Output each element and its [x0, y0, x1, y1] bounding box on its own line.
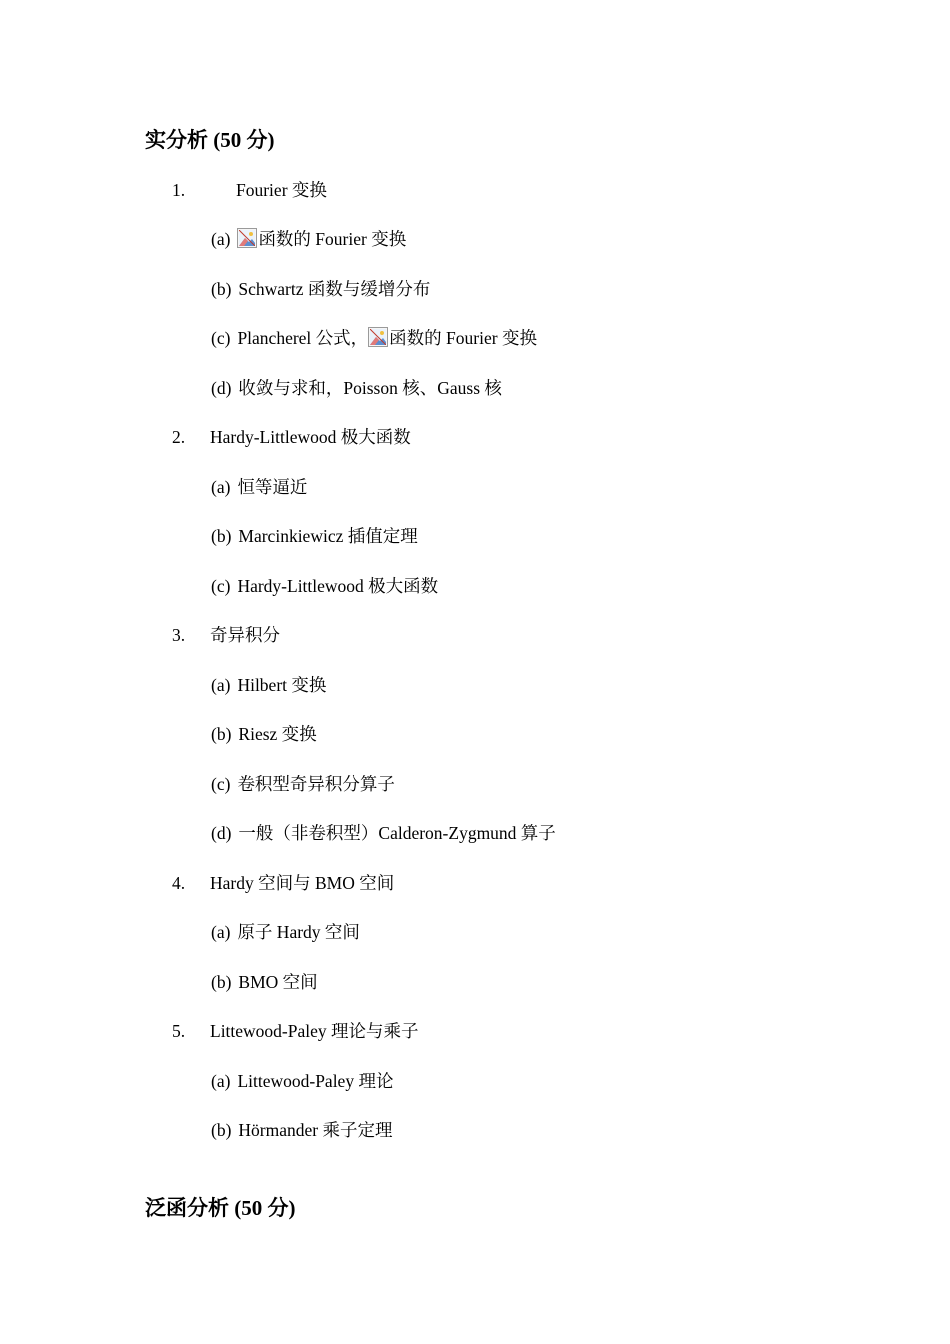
item-text: 奇异积分 — [210, 625, 280, 645]
section-title-real-analysis: 实分析 (50 分) — [145, 128, 275, 152]
sub-item-label: (c) — [211, 774, 231, 794]
sub-item-label: (d) — [211, 378, 232, 398]
sub-item-1b — [211, 278, 430, 300]
sub-item-label: (b) — [211, 972, 232, 992]
sub-item-2b — [211, 525, 418, 547]
sub-item-1d — [211, 377, 502, 399]
sub-item-label: (a) — [211, 477, 231, 497]
sub-item-3d — [211, 822, 556, 844]
item-number: 1. — [172, 180, 186, 200]
sub-item-label: (a) — [211, 1071, 231, 1091]
sub-item-5a — [211, 1070, 393, 1092]
sub-item-text: Hilbert 变换 — [237, 675, 327, 695]
sub-item-text: Littewood-Paley 理论 — [237, 1071, 394, 1091]
item-text: Hardy-Littlewood 极大函数 — [210, 427, 411, 447]
section-title-functional-analysis: 泛函分析 (50 分) — [145, 1196, 296, 1220]
sub-item-label: (a) — [211, 675, 231, 695]
sub-item-label: (b) — [211, 1120, 232, 1140]
sub-item-text: Riesz 变换 — [238, 724, 317, 744]
list-item-4 — [172, 872, 394, 894]
sub-item-text: Hӧrmander 乘子定理 — [238, 1120, 393, 1140]
item-number: 3. — [172, 625, 186, 645]
sub-item-label: (b) — [211, 526, 232, 546]
sub-item-text: 恒等逼近 — [237, 477, 308, 497]
list-item-5 — [172, 1020, 419, 1042]
sub-item-4a — [211, 921, 360, 943]
sub-item-5b — [211, 1119, 392, 1141]
sub-item-text: BMO 空间 — [238, 972, 318, 992]
sub-item-label: (c) — [211, 328, 231, 348]
sub-item-2a — [211, 476, 307, 498]
sub-item-text: Schwartz 函数与缓增分布 — [238, 279, 431, 299]
sub-item-2c — [211, 575, 438, 597]
sub-item-label: (a) — [211, 229, 231, 249]
sub-item-label: (c) — [211, 576, 231, 596]
sub-item-1a — [211, 228, 406, 250]
sub-item-label: (b) — [211, 279, 232, 299]
sub-item-4b — [211, 971, 318, 993]
sub-item-text: 卷积型奇异积分算子 — [237, 774, 395, 794]
item-number: 2. — [172, 427, 186, 447]
sub-item-3b — [211, 723, 317, 745]
sub-item-label: (a) — [211, 922, 231, 942]
sub-item-label: (d) — [211, 823, 232, 843]
sub-item-label: (b) — [211, 724, 232, 744]
item-text: Littewood-Paley 理论与乘子 — [210, 1021, 419, 1041]
sub-item-text: 收敛与求和，Poisson 核、Gauss 核 — [238, 378, 502, 398]
sub-item-1c — [211, 327, 537, 349]
item-number: 5. — [172, 1021, 186, 1041]
item-text: Fourier 变换 — [236, 180, 327, 200]
sub-item-text-after-icon: 函数的 Fourier 变换 — [389, 328, 537, 348]
broken-image-icon — [237, 228, 257, 248]
list-item-1 — [172, 179, 327, 201]
item-number: 4. — [172, 873, 186, 893]
sub-item-3a — [211, 674, 326, 696]
sub-item-3c — [211, 773, 395, 795]
broken-image-icon — [368, 327, 388, 347]
sub-item-text: 原子 Hardy 空间 — [237, 922, 360, 942]
item-text: Hardy 空间与 BMO 空间 — [210, 873, 395, 893]
sub-item-text: 函数的 Fourier 变换 — [258, 229, 407, 249]
list-item-3 — [172, 624, 280, 646]
list-item-2 — [172, 426, 411, 448]
sub-item-text: 一般（非卷积型）Calderon-Zygmund 算子 — [238, 823, 556, 843]
sub-item-text: Marcinkiewicz 插值定理 — [238, 526, 418, 546]
sub-item-text: Hardy-Littlewood 极大函数 — [237, 576, 439, 596]
sub-item-text: Plancherel 公式， — [237, 328, 369, 348]
